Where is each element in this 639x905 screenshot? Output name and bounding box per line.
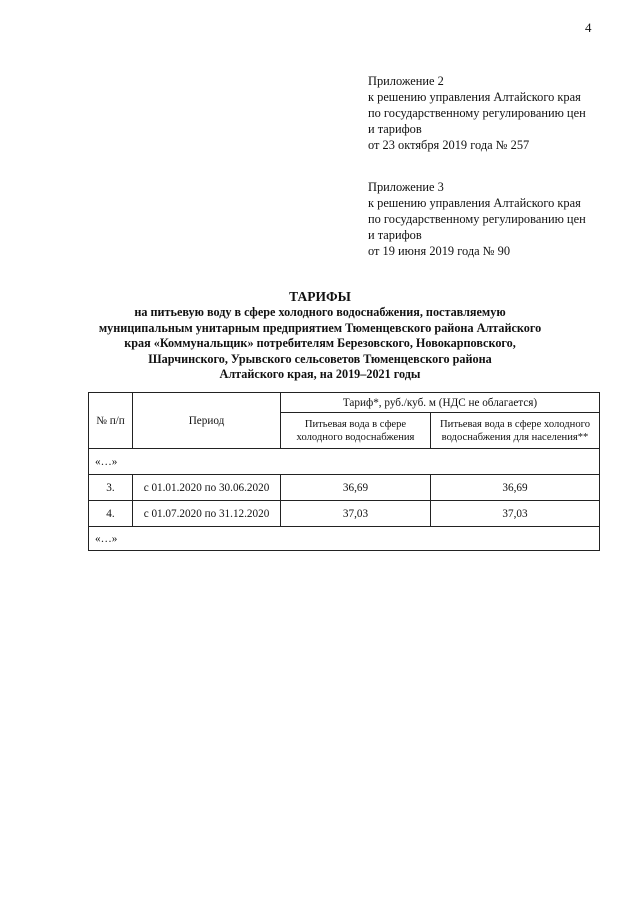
document-title: ТАРИФЫ bbox=[289, 289, 351, 304]
subtitle-line: на питьевую воду в сфере холодного водоснабжения, поставляемую bbox=[134, 305, 506, 319]
tariff-table bbox=[88, 392, 600, 551]
appendix-2-line: к решению управления Алтайского края bbox=[368, 90, 581, 104]
header-col-b: Питьевая вода в сфере холодного водоснабжения для населения** bbox=[431, 413, 600, 449]
subtitle-line: Шарчинского, Урывского сельсоветов Тюменцевского района bbox=[148, 351, 492, 366]
row-value-a: 37,03 bbox=[281, 501, 431, 527]
row-value-a: 36,69 bbox=[281, 475, 431, 501]
appendix-3-block bbox=[368, 179, 618, 259]
row-value-b: 36,69 bbox=[431, 475, 600, 501]
appendix-2-line: Приложение 2 bbox=[368, 74, 444, 88]
row-num: 4. bbox=[89, 501, 133, 527]
appendix-3-line: Приложение 3 bbox=[368, 180, 444, 194]
appendix-2-line: по государственному регулированию цен bbox=[368, 106, 586, 120]
appendix-3-line: к решению управления Алтайского края bbox=[368, 196, 581, 210]
row-num: 3. bbox=[89, 475, 133, 501]
row-value-b: 37,03 bbox=[431, 501, 600, 527]
page-number: 4 bbox=[585, 20, 592, 35]
header-num: № п/п bbox=[89, 393, 133, 449]
ellipsis-row-bottom: «…» bbox=[89, 527, 600, 551]
subtitle-line: Алтайского края, на 2019–2021 годы bbox=[219, 367, 421, 382]
appendix-2-block bbox=[368, 73, 618, 153]
subtitle-line: муниципальным унитарным предприятием Тюменцевского района Алтайского bbox=[98, 320, 542, 335]
row-period: с 01.07.2020 по 31.12.2020 bbox=[133, 501, 281, 527]
appendix-2-line: от 23 октября 2019 года № 257 bbox=[368, 138, 530, 152]
header-tariff-group: Тариф*, руб./куб. м (НДС не облагается) bbox=[281, 393, 600, 413]
appendix-2-line: и тарифов bbox=[368, 122, 422, 136]
appendix-3-line: от 19 июня 2019 года № 90 bbox=[368, 244, 511, 258]
table-row bbox=[89, 475, 600, 501]
row-period: с 01.01.2020 по 30.06.2020 bbox=[133, 475, 281, 501]
appendix-3-line: по государственному регулированию цен bbox=[368, 212, 586, 226]
ellipsis-row-top: «…» bbox=[89, 449, 600, 475]
table-row bbox=[89, 501, 600, 527]
subtitle-line: края «Коммунальщик» потребителям Березовского, Новокарповского, bbox=[124, 336, 516, 351]
document-subtitle bbox=[70, 305, 570, 383]
appendix-3-line: и тарифов bbox=[368, 228, 422, 242]
document-title-block bbox=[70, 289, 570, 383]
header-col-a: Питьевая вода в сфере холодного водоснабжения bbox=[281, 413, 431, 449]
header-period: Период bbox=[133, 393, 281, 449]
